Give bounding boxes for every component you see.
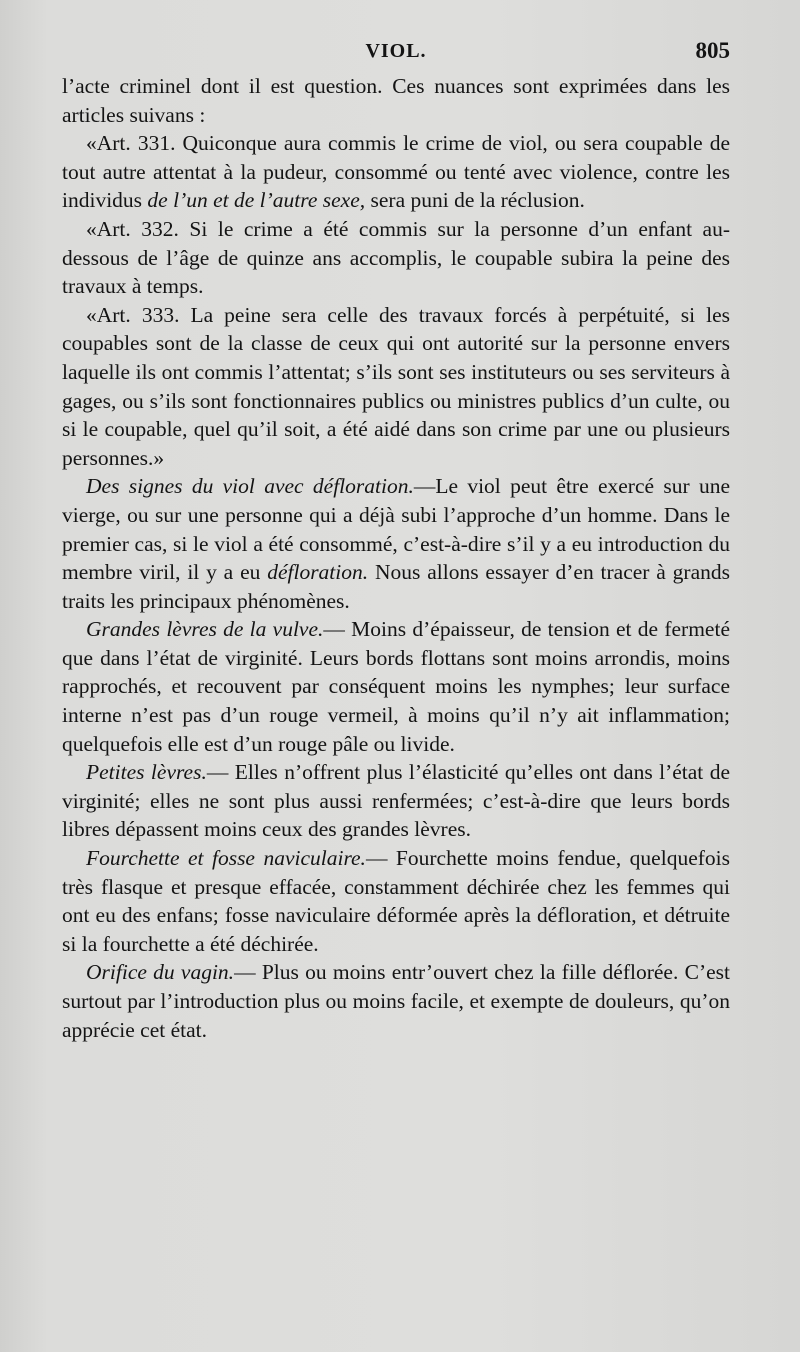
paragraph: «Art. 331. Quiconque aura commis le crime de viol, ou sera coupable de tout autre attentat à la pudeur, consommé ou tenté avec violence, contre les individus de l’un et de l’autre sexe, sera puni de la réclusion. bbox=[62, 131, 730, 213]
italic-phrase: de l’un et de l’autre sexe, bbox=[147, 188, 366, 213]
paragraph: «Art. 333. La peine sera celle des travaux forcés à perpétuité, si les coupables sont de la classe de ceux qui ont autorité sur la personne envers laquelle ils ont commis l’attentat; s’ils sont ses instituteurs ou ses serviteurs à gages, ou s’ils sont fonctionnaires publics ou ministres publics d’un culte, ou si le coupable, quel qu’il soit, a été aidé dans son crime par une ou plusieurs personnes.» bbox=[62, 302, 730, 470]
body-text bbox=[62, 72, 730, 1044]
paragraph: Fourchette et fosse naviculaire.— Fourchette moins fendue, quelquefois très flasque et presque effacée, constamment déchirée chez les femmes qui ont eu des enfans; fosse naviculaire déformée après la défloration, et détruite si la fourchette a été déchirée. bbox=[62, 846, 730, 956]
paragraph: Grandes lèvres de la vulve.— Moins d’épaisseur, de tension et de fermeté que dans l’état de virginité. Leurs bords flottans sont moins arrondis, moins rapprochés, et recouvent par conséquent moins les nymphes; leur surface interne n’est pas d’un rouge vermeil, à moins qu’il n’y ait inflammation; quelquefois elle est d’un rouge pâle ou livide. bbox=[62, 617, 730, 756]
paragraph: Petites lèvres.— Elles n’offrent plus l’élasticité qu’elles ont dans l’état de virginité; elles ne sont plus aussi renfermées; c’est-à-dire que leurs bords libres dépassent moins ceux des grandes lèvres. bbox=[62, 760, 730, 842]
section-lead: Fourchette et fosse naviculaire. bbox=[86, 846, 366, 871]
page-number: 805 bbox=[695, 38, 730, 63]
section-lead: Orifice du vagin. bbox=[86, 960, 235, 985]
paragraph: Orifice du vagin.— Plus ou moins entr’ouvert chez la fille déflorée. C’est surtout par l’introduction plus ou moins facile, et exempte de douleurs, qu’on apprécie cet état. bbox=[62, 960, 730, 1042]
section-lead: Grandes lèvres de la vulve. bbox=[86, 617, 324, 642]
paragraph: l’acte criminel dont il est question. Ces nuances sont exprimées dans les articles suivans : bbox=[62, 74, 730, 127]
italic-phrase: défloration. bbox=[267, 560, 369, 585]
section-lead: Des signes du viol avec défloration. bbox=[86, 474, 414, 499]
section-lead: Petites lèvres. bbox=[86, 760, 207, 785]
page-header bbox=[62, 40, 730, 76]
running-head: VIOL. bbox=[365, 40, 427, 62]
paragraph: Des signes du viol avec défloration.—Le viol peut être exercé sur une vierge, ou sur une personne qui a déjà subi l’approche d’un homme. Dans le premier cas, si le viol a été consommé, c’est-à-dire s’il y a eu introduction du membre viril, il y a eu défloration. Nous allons essayer d’en tracer à grands traits les principaux phénomènes. bbox=[62, 474, 731, 613]
paragraph: «Art. 332. Si le crime a été commis sur la personne d’un enfant au-dessous de l’âge de quinze ans accomplis, le coupable subira la peine des travaux à temps. bbox=[62, 216, 730, 299]
